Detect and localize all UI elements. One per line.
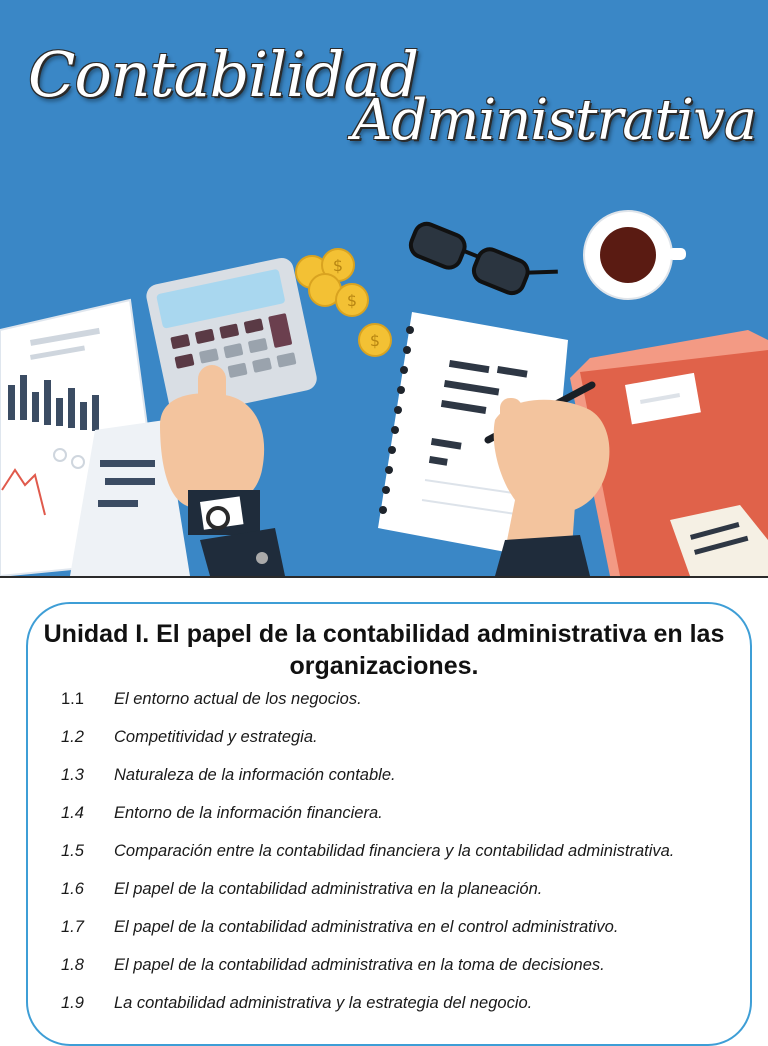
topic-text: El papel de la contabilidad administrativa en el control administrativo. xyxy=(114,918,619,936)
calculator-icon xyxy=(144,256,319,419)
list-item xyxy=(0,918,768,946)
topic-number: 1.5 xyxy=(61,842,84,860)
list-item xyxy=(0,728,768,756)
title-line-2: Administrativa xyxy=(352,88,757,153)
topic-number: 1.2 xyxy=(61,728,84,746)
topic-text: El papel de la contabilidad administrativa en la toma de decisiones. xyxy=(114,956,605,974)
svg-text:$: $ xyxy=(346,291,358,310)
list-item xyxy=(0,842,768,870)
list-item xyxy=(0,766,768,794)
topic-number: 1.9 xyxy=(61,994,84,1012)
hand-right-icon xyxy=(488,385,609,576)
topic-number: 1.8 xyxy=(61,956,84,974)
topic-number: 1.6 xyxy=(61,880,84,898)
list-item xyxy=(0,956,768,984)
coffee-cup-icon xyxy=(584,211,686,299)
topic-number: 1.3 xyxy=(61,766,84,784)
topic-text: El entorno actual de los negocios. xyxy=(114,690,362,708)
list-item xyxy=(0,804,768,832)
title-line-1: Contabilidad xyxy=(28,38,419,111)
list-item xyxy=(0,994,768,1022)
topic-text: Comparación entre la contabilidad financiera y la contabilidad administrativa. xyxy=(114,842,675,860)
topic-text: El papel de la contabilidad administrativa en la planeación. xyxy=(114,880,543,898)
topic-number: 1.1 xyxy=(61,690,84,708)
topic-text: La contabilidad administrativa y la estrategia del negocio. xyxy=(114,994,533,1012)
list-item xyxy=(0,690,768,718)
topic-number: 1.4 xyxy=(61,804,84,822)
topic-text: Entorno de la información financiera. xyxy=(114,804,383,822)
unit-title: Unidad I. El papel de la contabilidad administrativa en las organizaciones. xyxy=(43,620,725,680)
topic-text: Competitividad y estrategia. xyxy=(114,728,318,746)
list-item xyxy=(0,880,768,908)
coins-icon xyxy=(296,249,391,356)
svg-text:$: $ xyxy=(369,331,381,350)
glasses-icon xyxy=(407,217,558,307)
topic-number: 1.7 xyxy=(61,918,84,936)
svg-text:$: $ xyxy=(332,256,344,275)
topic-text: Naturaleza de la información contable. xyxy=(114,766,396,784)
section-divider xyxy=(0,576,768,578)
